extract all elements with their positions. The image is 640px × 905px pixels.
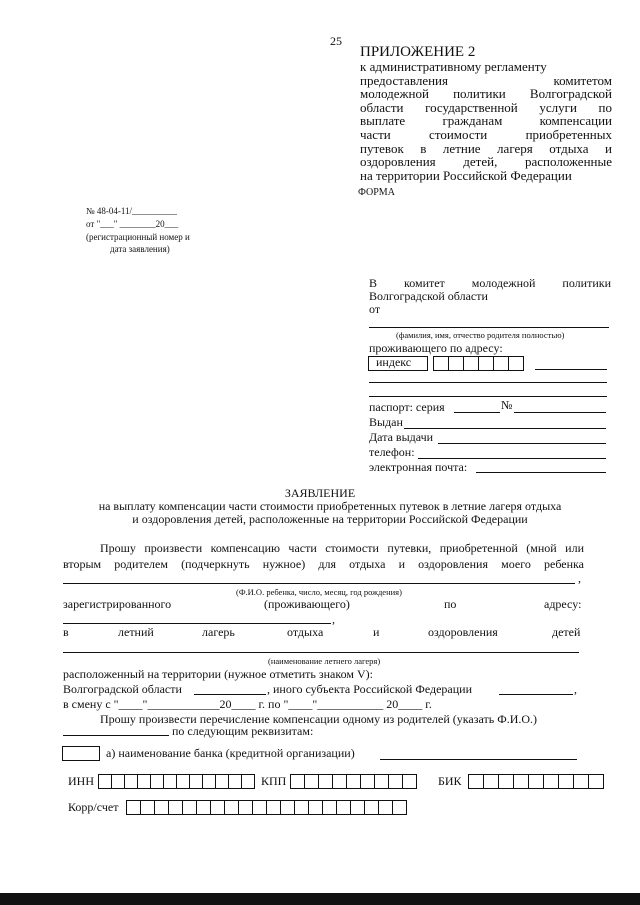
kpp-label: КПП: [261, 774, 287, 788]
shift-line: в смену с "____"____________20____ г. по "____"___________ 20____ г.: [63, 697, 432, 711]
corr-cells[interactable]: [126, 800, 407, 815]
statement-title: ЗАЯВЛЕНИЕ: [284, 486, 356, 500]
appendix-line: оздоровления детей, расположенные: [360, 154, 612, 170]
camp-name-field[interactable]: [63, 652, 579, 653]
appendix-line: области государственной услуги по: [360, 99, 612, 115]
page-number: 25: [330, 34, 342, 48]
registration-date: от "___" ________20___: [86, 219, 179, 229]
passport-series-field[interactable]: [454, 412, 500, 413]
registration-number: № 48-04-11/__________: [86, 206, 177, 216]
parent-fio-field[interactable]: [63, 735, 169, 736]
appendix-line: на территории Российской Федерации: [360, 167, 572, 183]
index-cells[interactable]: [433, 356, 524, 371]
address-label: адресу:: [544, 597, 582, 611]
bik-cells[interactable]: [468, 774, 604, 789]
child-caption: (Ф.И.О. ребенка, число, месяц, год рождения): [236, 587, 402, 597]
fio-caption: (фамилия, имя, отчество родителя полностью): [396, 330, 565, 340]
bik-label: БИК: [438, 774, 462, 788]
addressee-from: от: [369, 302, 381, 316]
registration-caption: (регистрационный номер и: [86, 232, 190, 242]
registration-caption: дата заявления): [110, 244, 170, 254]
registered-label: зарегистрированного: [63, 597, 172, 611]
appendix-title: ПРИЛОЖЕНИЕ 2: [360, 44, 476, 60]
phone-field[interactable]: [418, 458, 606, 459]
form-label: ФОРМА: [358, 187, 395, 198]
other-subject-mark-field[interactable]: [499, 694, 573, 695]
camp-word: и: [373, 625, 380, 639]
appendix-line: к административному регламенту: [360, 59, 547, 74]
scan-edge-bar: [0, 893, 640, 905]
statement-subtitle: на выплату компенсации части стоимости приобретенных путевок в летние лагеря отдыха: [98, 499, 562, 513]
statement-subtitle: и оздоровления детей, расположенные на территории Российской Федерации: [132, 512, 528, 526]
appendix-block: [360, 44, 612, 182]
addressee-line: Волгоградской области: [369, 289, 488, 303]
camp-word: лагерь: [202, 625, 235, 639]
child-fio-field[interactable]: [63, 583, 575, 584]
appendix-line: выплате гражданам компенсации: [360, 113, 612, 129]
index-label: индекс: [376, 355, 412, 369]
appendix-line: предоставления комитетом: [360, 72, 612, 88]
inn-label: ИНН: [68, 774, 94, 788]
address-field[interactable]: [369, 382, 607, 383]
located-label: расположенный на территории (нужное отметить знаком V):: [63, 667, 373, 681]
paragraph-line: вторым родителем (подчеркнуть нужное) для отдыха и оздоровления моего ребенка: [63, 557, 584, 571]
camp-word: отдыха: [287, 625, 324, 639]
kpp-cells[interactable]: [290, 774, 417, 789]
camp-word: летний: [118, 625, 154, 639]
email-label: электронная почта:: [369, 460, 468, 474]
issued-field[interactable]: [404, 428, 606, 429]
volgograd-label: Волгоградской области: [63, 682, 182, 696]
bank-label: а) наименование банка (кредитной организации): [106, 746, 355, 760]
passport-no-label: №: [501, 398, 513, 412]
camp-caption: (наименование летнего лагеря): [268, 656, 381, 666]
paragraph-line: по следующим реквизитам:: [172, 724, 314, 738]
inn-cells[interactable]: [98, 774, 255, 789]
email-field[interactable]: [476, 472, 606, 473]
appendix-line: молодежной политики Волгоградской: [360, 86, 612, 102]
residing-paren-label: (проживающего): [264, 597, 350, 611]
paragraph-line: Прошу произвести перечисление компенсации одному из родителей (указать Ф.И.О.): [100, 712, 538, 726]
addressee-line: В комитет молодежной политики: [369, 276, 611, 290]
other-subject-label: , иного субъекта Российской Федерации: [267, 682, 473, 696]
fio-field[interactable]: [369, 327, 609, 328]
passport-number-field[interactable]: [514, 412, 606, 413]
issued-label: Выдан: [369, 415, 403, 429]
residing-label: проживающего по адресу:: [369, 341, 503, 355]
appendix-text: [360, 60, 612, 182]
address-field[interactable]: [535, 369, 607, 370]
camp-word: детей: [552, 625, 581, 639]
issue-date-label: Дата выдачи: [369, 430, 434, 444]
appendix-line: части стоимости приобретенных: [360, 126, 612, 142]
volgograd-mark-field[interactable]: [194, 694, 266, 695]
camp-word: в: [63, 625, 69, 639]
appendix-line: путевок в летние лагеря отдыха и: [360, 140, 612, 156]
corr-label: Корр/счет: [68, 800, 119, 814]
issue-date-field[interactable]: [438, 443, 606, 444]
by-label: по: [444, 597, 457, 611]
paragraph-line: Прошу произвести компенсацию части стоимости путевки, приобретенной (мной или: [100, 541, 584, 555]
bank-checkbox[interactable]: [62, 746, 100, 761]
address-field[interactable]: [369, 396, 607, 397]
camp-word: оздоровления: [428, 625, 498, 639]
bank-name-field[interactable]: [380, 759, 577, 760]
child-address-field[interactable]: [63, 623, 331, 624]
passport-label: паспорт: серия: [369, 400, 445, 414]
phone-label: телефон:: [369, 445, 415, 459]
